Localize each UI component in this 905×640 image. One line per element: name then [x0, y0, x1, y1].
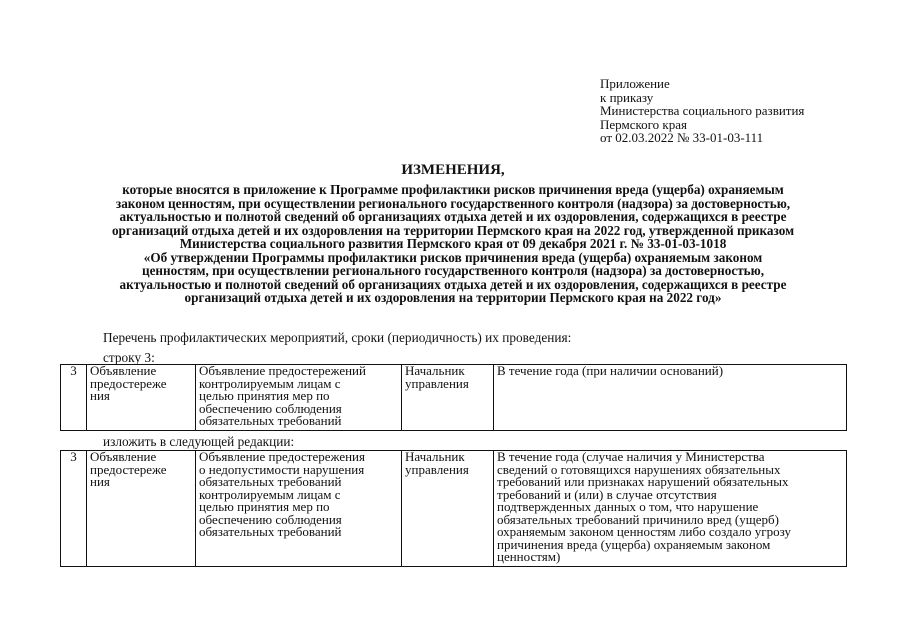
- cell-line: обязательных требований: [199, 413, 342, 428]
- cell-line: требований и (или) в случае отсутствия: [497, 486, 717, 502]
- heading-line: организаций отдыха детей и их оздоровления на территории Пермского края на 2022 год, утвержденной приказом: [111, 222, 795, 238]
- cell-line: В течение года (при наличии оснований): [497, 363, 724, 378]
- cell-line: требований или признаках нарушений обязательных: [497, 474, 789, 489]
- cell-line: управления: [405, 461, 469, 477]
- row-number-cell: [61, 451, 87, 567]
- term-cell: [494, 451, 847, 567]
- new-row-table: [60, 450, 847, 567]
- table-row: [61, 451, 847, 567]
- appendix-block: [600, 77, 804, 145]
- list-intro: Перечень профилактических мероприятий, сроки (периодичность) их проведения:: [103, 330, 572, 345]
- heading-line: «Об утверждении Программы профилактики рисков причинения вреда (ущерба) охраняемым законом: [143, 249, 763, 265]
- appendix-line: Министерства социального развития: [600, 103, 805, 118]
- heading-line: законом ценностям, при осуществлении регионального государственного контроля (надзора) за достоверностью,: [115, 195, 791, 211]
- cell-line: целью принятия мер по: [199, 499, 330, 514]
- cell-line: В течение года (случае наличия у Министерства: [497, 449, 765, 464]
- cell-line: обеспечению соблюдения: [199, 400, 342, 416]
- table-row: [61, 365, 847, 431]
- row-label: строку 3:: [103, 350, 155, 365]
- cell-line: сведений о готовящихся нарушениях обязательных: [497, 461, 781, 477]
- heading-line: ценностям, при осуществлении регионального государственного контроля (надзора) за достоверностью,: [141, 263, 765, 278]
- cell-line: Объявление предостережений: [199, 363, 366, 378]
- cell-line: подтвержденных данных о том, что нарушение: [497, 499, 759, 514]
- cell-line: ценностям): [497, 549, 561, 564]
- cell-line: обязательных требований: [199, 474, 342, 489]
- cell-line: ния: [90, 474, 110, 489]
- cell-line: целью принятия мер по: [199, 388, 330, 403]
- cell-line: управления: [405, 375, 469, 391]
- old-row-table: [60, 364, 847, 431]
- heading-line: актуальностью и полнотой сведений об организациях отдыха детей и их оздоровления, содержащихся в реестре: [119, 209, 787, 224]
- row-number: 3: [70, 363, 77, 378]
- measure-description-cell: [196, 451, 402, 567]
- appendix-line: Пермского края: [600, 116, 687, 132]
- appendix-line: от 02.03.2022 № 33-01-03-111: [600, 130, 764, 145]
- appendix-line: Приложение: [600, 76, 670, 91]
- cell-line: причинения вреда (ущерба) охраняемым законом: [497, 536, 771, 552]
- responsible-cell: [402, 451, 494, 567]
- row-number-cell: [61, 365, 87, 431]
- cell-line: Начальник: [405, 363, 465, 378]
- measure-name-cell: [87, 451, 196, 567]
- cell-line: обязательных требований причинило вред (ущерб): [497, 511, 779, 527]
- heading-line: Министерства социального развития Пермского края от 09 декабря 2021 г. № 33-01-03-1018: [179, 236, 727, 251]
- cell-line: контролируемым лицам с: [199, 375, 341, 391]
- cell-line: охраняемым законом ценностям либо создало угрозу: [497, 524, 791, 539]
- cell-line: обеспечению соблюдения: [199, 511, 342, 527]
- heading-line: которые вносятся в приложение к Программе профилактики рисков причинения вреда (ущерба) охраняемым: [122, 182, 784, 197]
- measure-description-cell: [196, 365, 402, 431]
- cell-line: Объявление: [90, 449, 157, 464]
- row-number: 3: [70, 449, 77, 464]
- cell-line: обязательных требований: [199, 524, 342, 539]
- cell-line: Объявление: [90, 363, 157, 378]
- document-heading: [60, 183, 846, 305]
- term-cell: [494, 365, 847, 431]
- heading-line: актуальностью и полнотой сведений об организациях отдыха детей и их оздоровления, содержащихся в реестре: [119, 276, 787, 292]
- cell-line: ния: [90, 388, 110, 403]
- responsible-cell: [402, 365, 494, 431]
- cell-line: предостереже: [90, 375, 167, 391]
- new-edition-label: изложить в следующей редакции:: [103, 434, 295, 449]
- appendix-line: к приказу: [600, 89, 654, 105]
- measure-name-cell: [87, 365, 196, 431]
- cell-line: предостереже: [90, 461, 167, 477]
- heading-line: организаций отдыха детей и их оздоровления на территории Пермского края на 2022 год»: [184, 290, 722, 305]
- document-title: ИЗМЕНЕНИЯ,: [401, 162, 505, 178]
- cell-line: Начальник: [405, 449, 465, 464]
- cell-line: Объявление предостережения: [199, 449, 365, 464]
- cell-line: контролируемым лицам с: [199, 486, 341, 502]
- cell-line: о недопустимости нарушения: [199, 461, 365, 477]
